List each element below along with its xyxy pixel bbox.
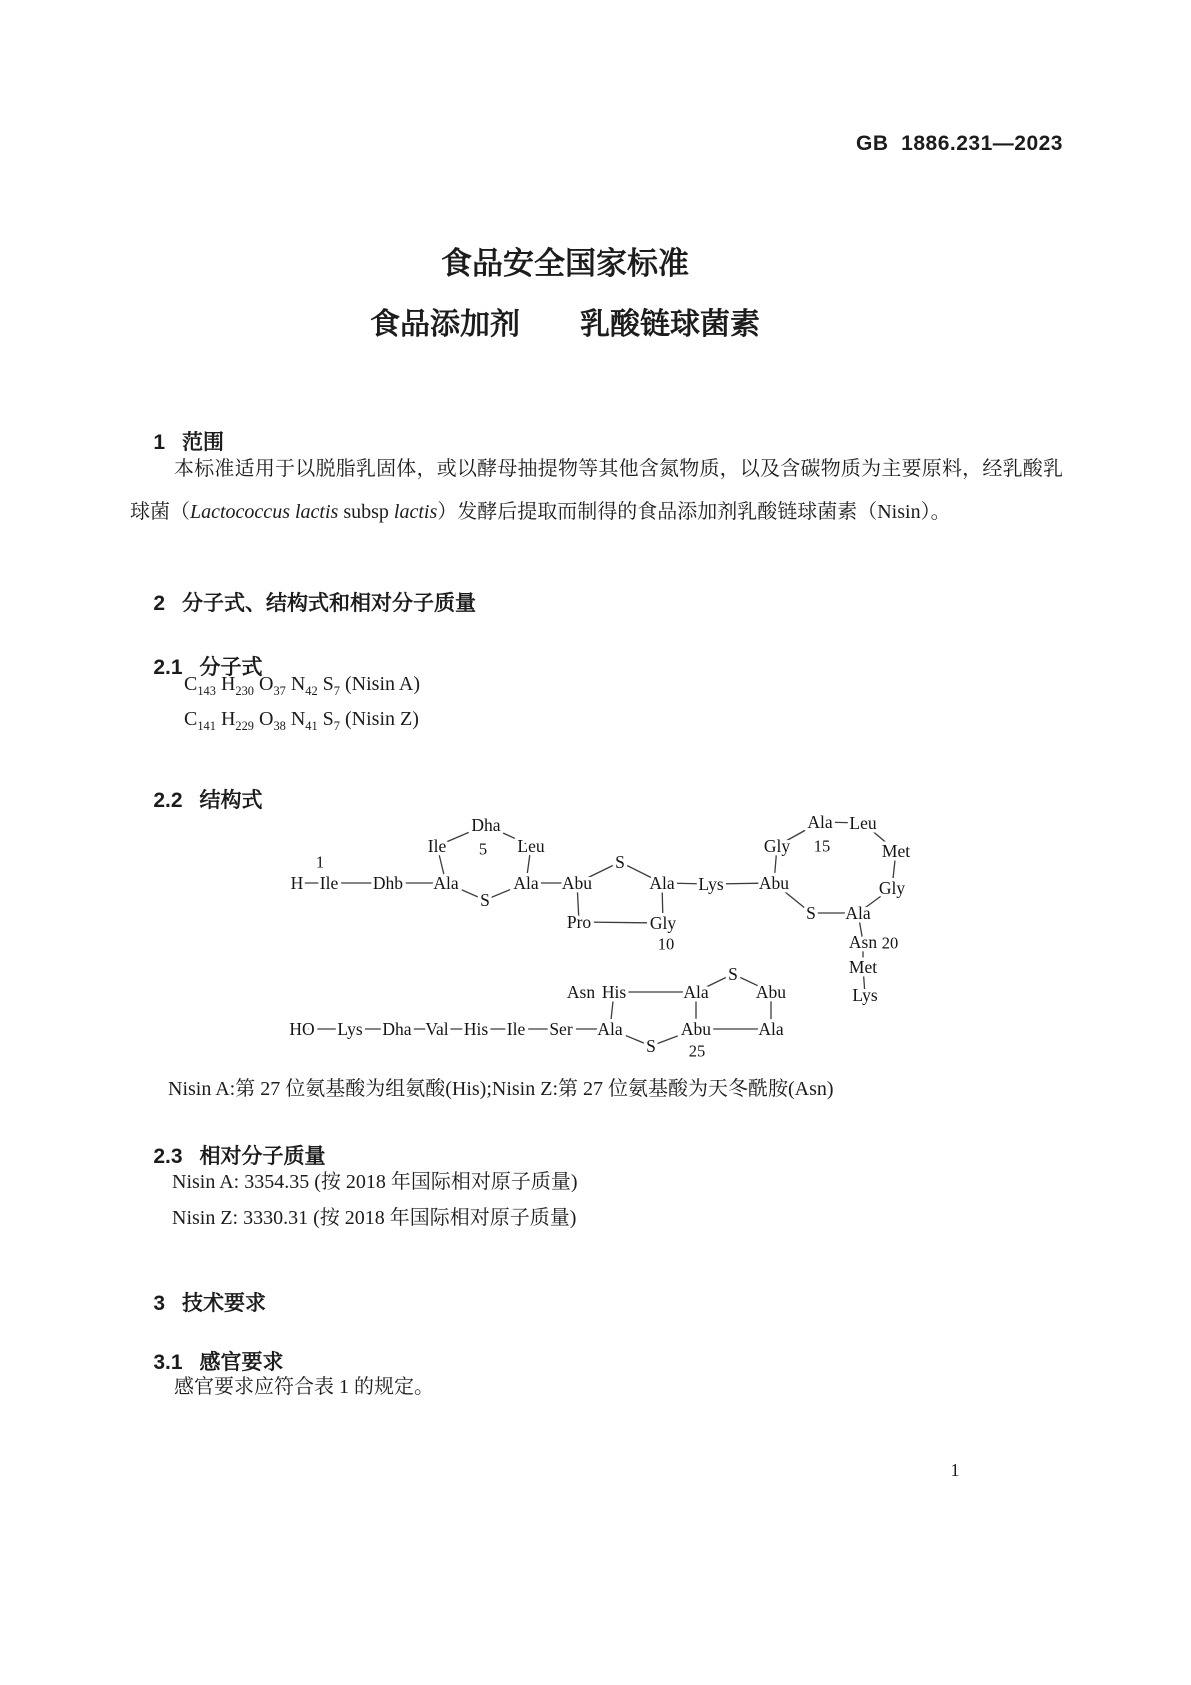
standard-number: GB 1886.231—2023 — [856, 132, 1063, 155]
position-number-label: 1 — [315, 852, 325, 872]
element-count: 141 — [197, 719, 216, 733]
residue-label: HO — [289, 1019, 315, 1039]
section-number: 2 — [153, 592, 166, 615]
residue-label: Ile — [506, 1019, 526, 1039]
element-symbol: N — [290, 708, 306, 730]
section-number: 3 — [153, 1292, 166, 1315]
structure-diagram — [280, 752, 940, 1072]
element-symbol: S — [322, 708, 334, 730]
residue-label: Asn — [566, 982, 596, 1002]
residue-label: Val — [425, 1019, 449, 1039]
section-number: 2.3 — [153, 1145, 183, 1168]
residue-label: Asn — [848, 932, 878, 952]
residue-label: Ala — [433, 873, 459, 893]
residue-27-note: Nisin A:第 27 位氨基酸为组氨酸(His);Nisin Z:第 27 位氨基酸为天冬酰胺(Asn) — [168, 1078, 834, 1100]
residue-label: S — [728, 964, 738, 984]
residue-label: Ala — [649, 873, 675, 893]
section-number: 3.1 — [153, 1351, 183, 1374]
element-count: 229 — [235, 719, 254, 733]
section-number: 2.2 — [153, 789, 183, 812]
residue-label: Ala — [758, 1019, 784, 1039]
residue-label: His — [463, 1019, 489, 1039]
residue-label: Lys — [337, 1019, 363, 1039]
element-count: 143 — [197, 684, 216, 698]
element-count: 38 — [273, 719, 286, 733]
element-count: 7 — [333, 684, 340, 698]
position-number-label: 15 — [813, 836, 831, 856]
section-title: 结构式 — [199, 789, 263, 812]
position-number-label: 5 — [478, 839, 488, 859]
residue-label: Ile — [319, 873, 339, 893]
section-title: 相对分子质量 — [199, 1145, 326, 1168]
element-count: 41 — [305, 719, 318, 733]
element-symbol: C — [184, 708, 198, 730]
residue-label: Ile — [427, 836, 447, 856]
residue-label: Abu — [755, 982, 787, 1002]
element-count: 42 — [305, 684, 318, 698]
scope-text: subsp — [338, 501, 394, 523]
molecular-formula-nisin-a: $C_{143}$ $H_{230}$ $O_{37}$ $N_{42}$ $S_7$ (Nisin A) — [184, 673, 420, 698]
residue-label: Ala — [845, 903, 871, 923]
element-symbol: H — [220, 673, 236, 695]
molecular-weight-nisin-z: Nisin Z: 3330.31 (按 2018 年国际相对原子质量) — [172, 1207, 577, 1229]
residue-label: His — [601, 982, 627, 1002]
section-title: 感官要求 — [199, 1351, 284, 1374]
residue-label: Gly — [649, 913, 677, 933]
section-number: 2.1 — [153, 656, 183, 679]
molecular-weight-nisin-a: Nisin A: 3354.35 (按 2018 年国际相对原子质量) — [172, 1171, 578, 1193]
element-symbol: O — [258, 708, 274, 730]
residue-label: Pro — [566, 912, 592, 932]
residue-label: S — [480, 890, 490, 910]
residue-label: S — [806, 903, 816, 923]
standard-title-line1: 食品安全国家标准 — [441, 246, 689, 281]
scope-text: ）发酵后提取而制得的食品添加剂乳酸链球菌素（Nisin）。 — [437, 501, 951, 523]
residue-label: Gly — [878, 878, 906, 898]
residue-label: Ala — [513, 873, 539, 893]
section-title: 分子式、结构式和相对分子质量 — [182, 592, 477, 615]
element-symbol: N — [290, 673, 306, 695]
residue-label: Leu — [517, 836, 545, 856]
residue-label: H — [290, 873, 304, 893]
position-number-label: 20 — [881, 933, 899, 953]
residue-label: Ala — [683, 982, 709, 1002]
residue-label: Dhb — [372, 873, 404, 893]
residue-label: Leu — [849, 813, 877, 833]
residue-label: Lys — [852, 985, 878, 1005]
position-number-label: 25 — [688, 1041, 706, 1061]
residue-label: Met — [848, 957, 878, 977]
residue-label: Lys — [698, 874, 724, 894]
residue-label: Met — [881, 841, 911, 861]
residue-label: Gly — [763, 836, 791, 856]
scope-text: 本标准适用于以脱脂乳固体，或以酵母抽提物等其他含氮物质，以及含碳物质为主要原料，经乳酸乳球菌（ — [130, 458, 1063, 523]
residue-label: Abu — [680, 1019, 712, 1039]
residue-label: Abu — [758, 873, 790, 893]
latin-name-italic: Lactococcus lactis — [190, 501, 339, 523]
element-count: 37 — [273, 684, 286, 698]
residue-label: Dha — [382, 1019, 412, 1039]
element-symbol: H — [220, 708, 236, 730]
standard-title-line2: 食品添加剂 乳酸链球菌素 — [370, 308, 760, 341]
section-2-2-heading — [130, 760, 263, 838]
molecular-formula-nisin-z: $C_{141}$ $H_{229}$ $O_{38}$ $N_{41}$ $S_7$ (Nisin Z) — [184, 708, 419, 733]
residue-label: Ala — [597, 1019, 623, 1039]
latin-name-italic: lactis — [393, 501, 438, 523]
residue-label: S — [646, 1036, 656, 1056]
position-number-label: 10 — [657, 934, 675, 954]
sensory-requirement-text: 感官要求应符合表 1 的规定。 — [174, 1376, 434, 1398]
element-count: 230 — [235, 684, 254, 698]
section-number: 1 — [153, 431, 166, 454]
residue-label: Ala — [807, 812, 833, 832]
page-number: 1 — [950, 1460, 960, 1480]
residue-label: Ser — [549, 1019, 573, 1039]
section-title: 分子式 — [199, 656, 263, 679]
residue-label: Abu — [561, 873, 593, 893]
residue-label: S — [615, 852, 625, 872]
element-symbol: C — [184, 673, 198, 695]
element-symbol: O — [258, 673, 274, 695]
scope-paragraph — [130, 448, 1063, 534]
section-title: 技术要求 — [182, 1292, 267, 1315]
residue-label: Dha — [471, 815, 501, 835]
element-symbol: S — [322, 673, 334, 695]
section-title: 范围 — [182, 431, 225, 454]
element-count: 7 — [333, 719, 340, 733]
